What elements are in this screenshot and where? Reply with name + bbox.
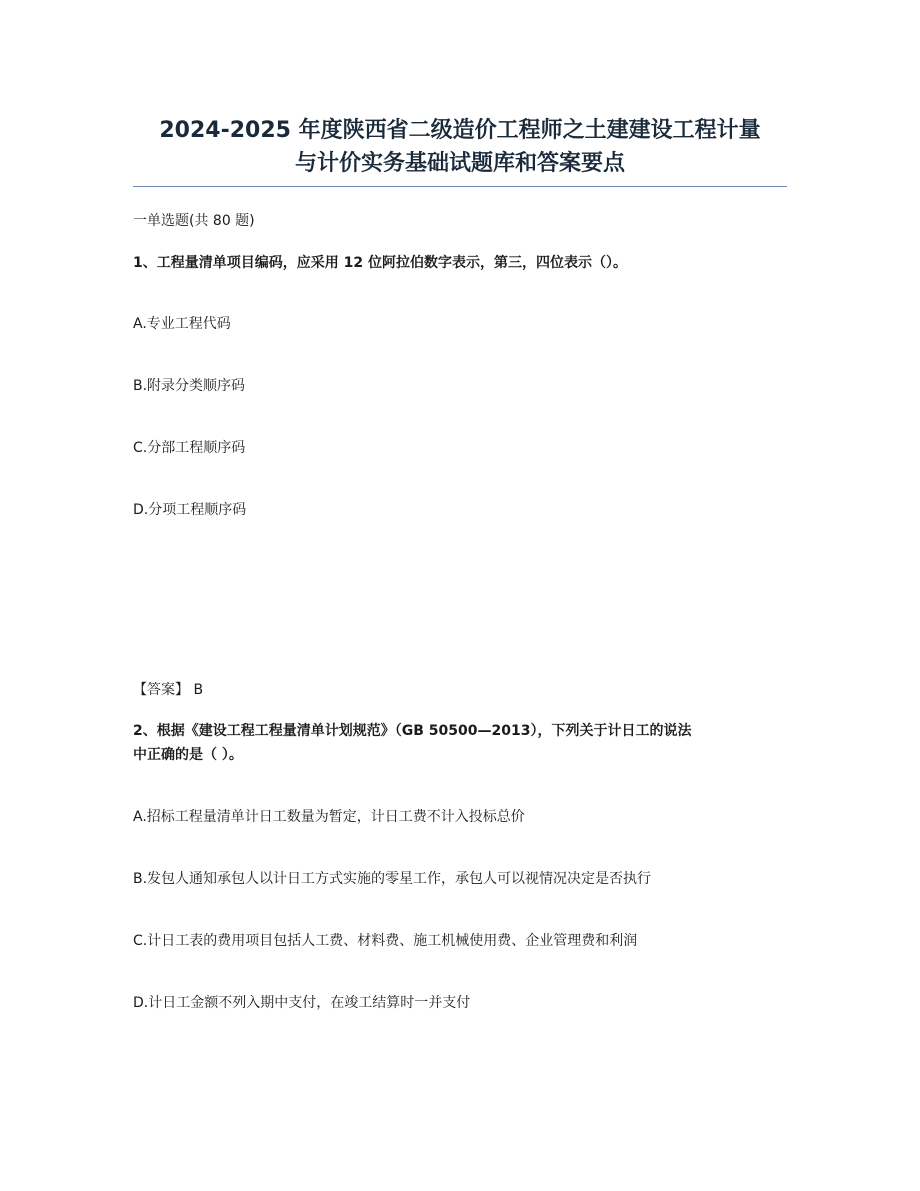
document-title: [133, 114, 787, 180]
question-2-stem-line-1: 2、根据《建设工程工程量清单计划规范》（GB 50500—2013），下列关于计日工的说法: [133, 723, 692, 739]
question-1-option-c: C.分部工程顺序码: [133, 440, 246, 456]
question-1-option-b: B.附录分类顺序码: [133, 378, 246, 394]
question-2-option-c: C.计日工表的费用项目包括人工费、材料费、施工机械使用费、企业管理费和利润: [133, 933, 638, 949]
question-1-stem: 1、工程量清单项目编码，应采用 12 位阿拉伯数字表示，第三，四位表示（）。: [133, 255, 627, 271]
question-1-option-a: A.专业工程代码: [133, 316, 231, 332]
title-line-1: 2024-2025 年度陕西省二级造价工程师之土建建设工程计量: [159, 118, 761, 143]
question-2-option-b: B.发包人通知承包人以计日工方式实施的零星工作，承包人可以视情况决定是否执行: [133, 871, 652, 887]
title-line-2: 与计价实务基础试题库和答案要点: [294, 151, 625, 176]
title-divider: [133, 186, 787, 187]
question-2-stem-line-2: 中正确的是（ ）。: [133, 747, 243, 763]
section-heading: 一单选题(共 80 题): [133, 213, 255, 229]
question-2-option-d: D.计日工金额不列入期中支付，在竣工结算时一并支付: [133, 995, 471, 1011]
question-1-option-d: D.分项工程顺序码: [133, 502, 247, 518]
question-1-answer: 【答案】 B: [133, 682, 204, 698]
question-2-option-a: A.招标工程量清单计日工数量为暂定，计日工费不计入投标总价: [133, 809, 525, 825]
